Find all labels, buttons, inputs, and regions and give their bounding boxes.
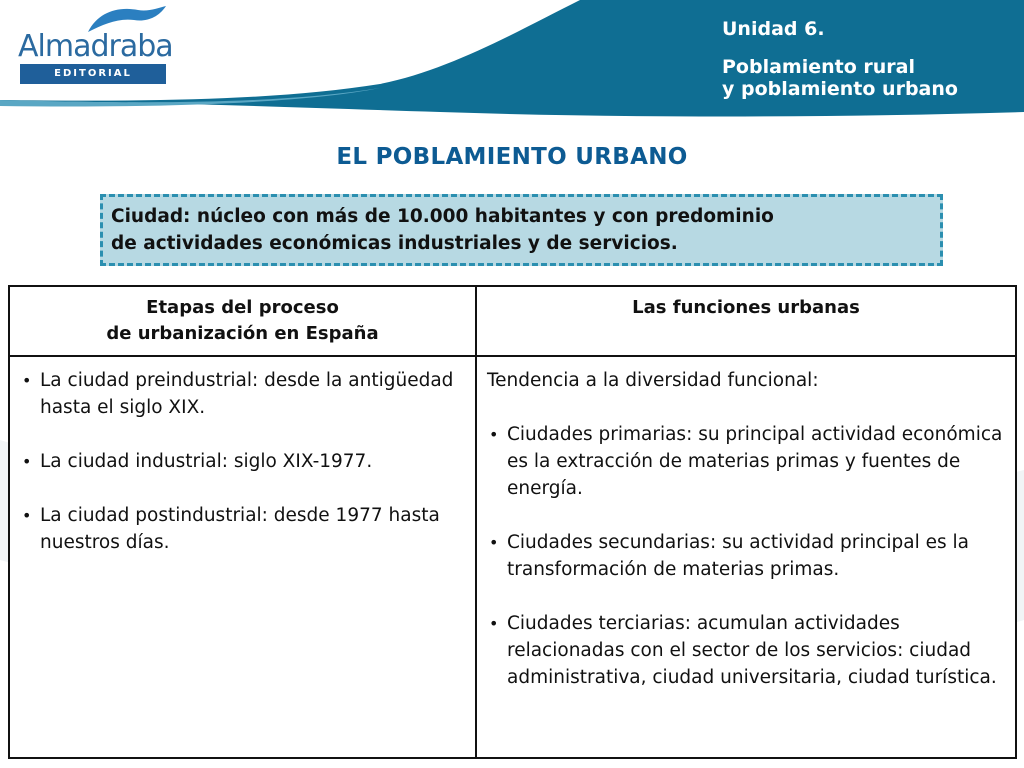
- table-row: [9, 356, 1016, 758]
- list-item: • La ciudad postindustrial: desde 1977 hasta nuestros días.: [20, 502, 467, 556]
- header-stages-line1: Etapas del proceso: [146, 297, 339, 318]
- logo-subtitle: EDITORIAL: [20, 64, 166, 84]
- list-item: • Ciudades primarias: su principal actividad económica es la extracción de materias primas y fuentes de energía.: [487, 421, 1007, 502]
- list-item: • Ciudades terciarias: acumulan actividades relacionadas con el sector de los servicios: ciudad administrativa, ciudad universitaria, ciudad turística.: [487, 610, 1007, 691]
- header-stages: [9, 286, 476, 356]
- header-functions: Las funciones urbanas: [476, 286, 1016, 356]
- functions-list: [487, 421, 1007, 691]
- stages-cell: [9, 356, 476, 758]
- header-stages-line2: de urbanización en España: [106, 323, 379, 344]
- list-item: • La ciudad industrial: siglo XIX-1977.: [20, 448, 467, 475]
- unit-number: Unidad 6.: [722, 18, 825, 40]
- page-title: EL POBLAMIENTO URBANO: [336, 144, 688, 170]
- unit-title: [722, 56, 958, 100]
- urbanization-table: [8, 285, 1017, 759]
- almadraba-logo: [18, 8, 173, 80]
- list-item: • La ciudad preindustrial: desde la antigüedad hasta el siglo XIX.: [20, 367, 467, 421]
- definition-box: [100, 194, 943, 266]
- definition-line2: de actividades económicas industriales y de servicios.: [111, 233, 678, 254]
- table-header-row: [9, 286, 1016, 356]
- functions-intro: Tendencia a la diversidad funcional:: [487, 370, 819, 391]
- logo-wordmark: Almadraba: [18, 29, 173, 64]
- definition-line1: Ciudad: núcleo con más de 10.000 habitantes y con predominio: [111, 206, 774, 227]
- unit-title-line1: Poblamiento rural: [722, 56, 915, 78]
- list-item: • Ciudades secundarias: su actividad principal es la transformación de materias primas.: [487, 529, 1007, 583]
- functions-cell: [476, 356, 1016, 758]
- unit-title-line2: y poblamiento urbano: [722, 78, 958, 100]
- stages-list: [20, 367, 467, 556]
